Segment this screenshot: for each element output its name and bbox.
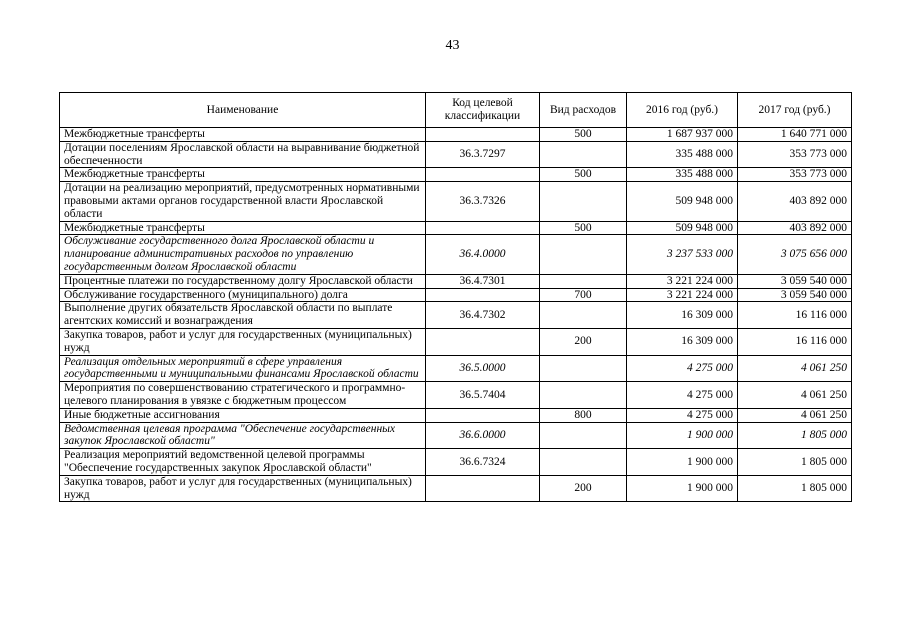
table-row [60,235,852,274]
row-expense-type [540,382,627,409]
row-amount-2017: 1 640 771 000 [738,128,852,142]
row-expense-type: 500 [540,168,627,182]
row-code [426,328,540,355]
table-row [60,449,852,476]
row-name: Выполнение других обязательств Ярославской области по выплате агентских комиссий и вознаграждения [60,302,426,329]
row-expense-type [540,235,627,274]
row-expense-type: 500 [540,221,627,235]
table-row [60,141,852,168]
row-code [426,128,540,142]
row-name: Обслуживание государственного долга Ярославской области и планирование административных расходов по управлению государственным долгом Ярославской области [60,235,426,274]
row-amount-2016: 509 948 000 [627,182,738,221]
row-name: Межбюджетные трансферты [60,168,426,182]
row-amount-2016: 3 221 224 000 [627,288,738,302]
row-amount-2016: 4 275 000 [627,382,738,409]
row-expense-type [540,182,627,221]
row-amount-2016: 335 488 000 [627,141,738,168]
row-code [426,475,540,502]
row-name: Дотации поселениям Ярославской области на выравнивание бюджетной обеспеченности [60,141,426,168]
row-amount-2017: 1 805 000 [738,449,852,476]
row-code: 36.3.7297 [426,141,540,168]
row-code: 36.4.7301 [426,274,540,288]
table-row [60,408,852,422]
row-amount-2016: 1 900 000 [627,422,738,449]
row-amount-2017: 403 892 000 [738,221,852,235]
row-name: Межбюджетные трансферты [60,128,426,142]
header-type: Вид расходов [540,93,627,128]
row-expense-type: 800 [540,408,627,422]
row-amount-2016: 335 488 000 [627,168,738,182]
page-number: 43 [445,38,460,53]
row-amount-2016: 1 900 000 [627,449,738,476]
row-name: Процентные платежи по государственному долгу Ярославской области [60,274,426,288]
table-row [60,422,852,449]
row-code: 36.4.7302 [426,302,540,329]
table-row [60,382,852,409]
row-amount-2017: 16 116 000 [738,328,852,355]
row-amount-2017: 16 116 000 [738,302,852,329]
row-expense-type: 700 [540,288,627,302]
row-amount-2017: 1 805 000 [738,422,852,449]
header-name: Наименование [60,93,426,128]
table-row [60,302,852,329]
header-2016: 2016 год (руб.) [627,93,738,128]
row-amount-2017: 3 059 540 000 [738,274,852,288]
row-amount-2017: 353 773 000 [738,168,852,182]
row-code: 36.6.7324 [426,449,540,476]
row-amount-2016: 1 900 000 [627,475,738,502]
row-expense-type: 200 [540,328,627,355]
row-code [426,408,540,422]
row-expense-type: 200 [540,475,627,502]
row-code [426,168,540,182]
header-code: Код целевой классификации [426,93,540,128]
row-code: 36.6.0000 [426,422,540,449]
table-row [60,355,852,382]
row-amount-2016: 4 275 000 [627,408,738,422]
table-row [60,328,852,355]
row-code: 36.5.0000 [426,355,540,382]
table-row [60,168,852,182]
row-amount-2016: 16 309 000 [627,328,738,355]
table-body [60,128,852,502]
row-expense-type: 500 [540,128,627,142]
row-amount-2017: 353 773 000 [738,141,852,168]
row-amount-2016: 4 275 000 [627,355,738,382]
row-name: Иные бюджетные ассигнования [60,408,426,422]
row-amount-2016: 1 687 937 000 [627,128,738,142]
row-expense-type [540,355,627,382]
row-name: Дотации на реализацию мероприятий, предусмотренных нормативными правовыми актами органов государственной власти Ярославской области [60,182,426,221]
header-2017: 2017 год (руб.) [738,93,852,128]
row-name: Реализация мероприятий ведомственной целевой программы "Обеспечение государственных закупок Ярославской области" [60,449,426,476]
table-row [60,274,852,288]
row-amount-2017: 4 061 250 [738,355,852,382]
row-expense-type [540,449,627,476]
row-name: Реализация отдельных мероприятий в сфере управления государственными и муниципальными финансами Ярославской области [60,355,426,382]
row-amount-2017: 3 075 656 000 [738,235,852,274]
row-code: 36.5.7404 [426,382,540,409]
row-code: 36.3.7326 [426,182,540,221]
row-amount-2016: 3 221 224 000 [627,274,738,288]
budget-table [59,92,852,502]
row-amount-2017: 1 805 000 [738,475,852,502]
row-name: Ведомственная целевая программа "Обеспечение государственных закупок Ярославской области" [60,422,426,449]
table-row [60,475,852,502]
table-row [60,182,852,221]
table-row [60,128,852,142]
table-row [60,288,852,302]
row-name: Закупка товаров, работ и услуг для государственных (муниципальных) нужд [60,328,426,355]
row-amount-2017: 3 059 540 000 [738,288,852,302]
row-code [426,288,540,302]
row-amount-2017: 403 892 000 [738,182,852,221]
row-code [426,221,540,235]
row-expense-type [540,274,627,288]
row-name: Межбюджетные трансферты [60,221,426,235]
table-row [60,221,852,235]
row-amount-2016: 3 237 533 000 [627,235,738,274]
row-amount-2017: 4 061 250 [738,382,852,409]
row-amount-2016: 16 309 000 [627,302,738,329]
row-expense-type [540,141,627,168]
row-amount-2017: 4 061 250 [738,408,852,422]
row-code: 36.4.0000 [426,235,540,274]
row-expense-type [540,302,627,329]
row-expense-type [540,422,627,449]
table-header-row [60,93,852,128]
row-amount-2016: 509 948 000 [627,221,738,235]
row-name: Закупка товаров, работ и услуг для государственных (муниципальных) нужд [60,475,426,502]
row-name: Мероприятия по совершенствованию стратегического и программно-целевого планирования в увязке с бюджетным процессом [60,382,426,409]
row-name: Обслуживание государственного (муниципального) долга [60,288,426,302]
